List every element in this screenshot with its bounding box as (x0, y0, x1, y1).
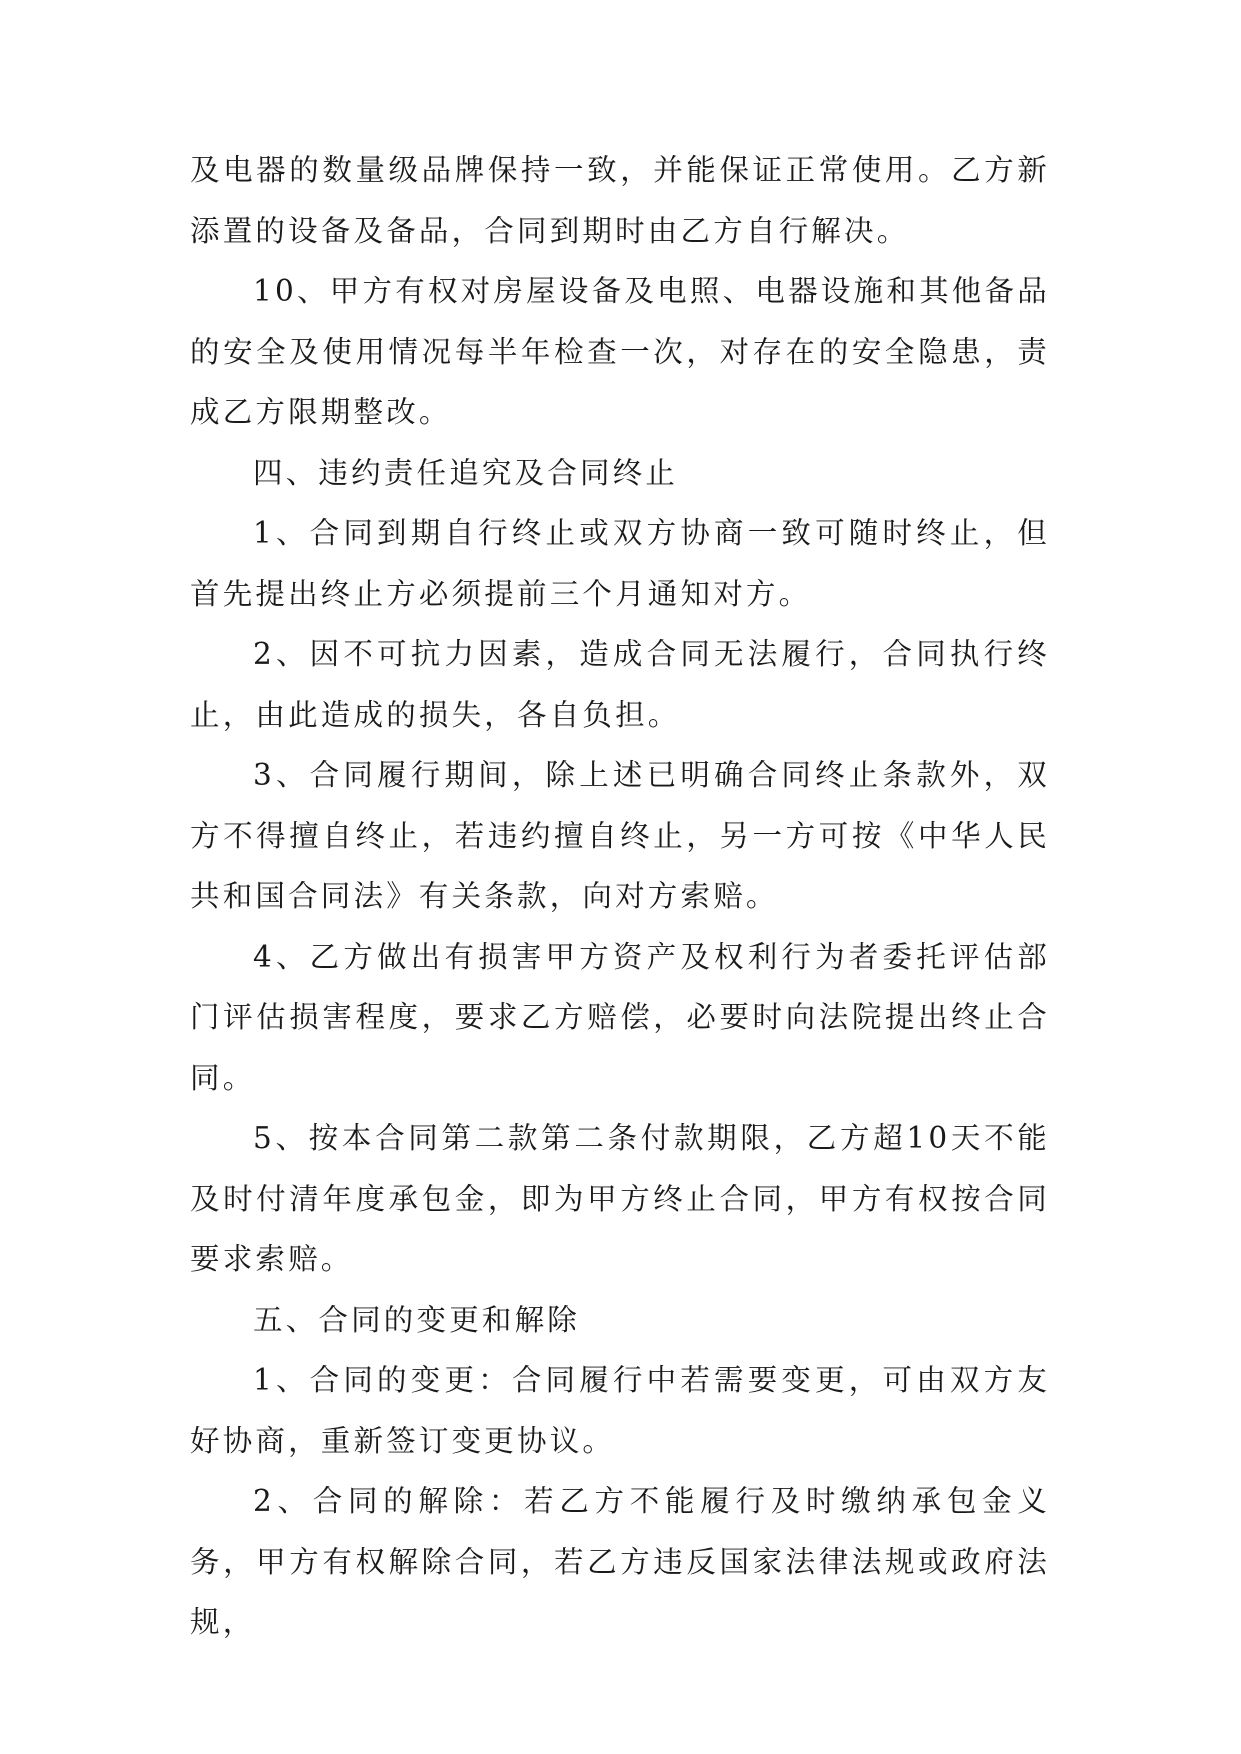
section-heading-breach: 四、违约责任追究及合同终止 (253, 455, 679, 490)
paragraph-change-1: 1、合同的变更：合同履行中若需要变更，可由双方友好协商，重新签订变更协议。 (190, 1363, 1050, 1458)
paragraph-continuation: 及电器的数量级品牌保持一致，并能保证正常使用。乙方新添置的设备及备品，合同到期时由乙方自行解决。 (190, 153, 1050, 248)
paragraph-breach-3: 3、合同履行期间，除上述已明确合同终止条款外，双方不得擅自终止，若违约擅自终止，另一方可按《中华人民共和国合同法》有关条款，向对方索赔。 (190, 758, 1050, 913)
paragraph-clause-10: 10、甲方有权对房屋设备及电照、电器设施和其他备品的安全及使用情况每半年检查一次，对存在的安全隐患，责成乙方限期整改。 (190, 274, 1050, 429)
paragraph-change-2: 2、合同的解除：若乙方不能履行及时缴纳承包金义务，甲方有权解除合同，若乙方违反国家法律法规或政府法规， (190, 1484, 1050, 1639)
paragraph-breach-4: 4、乙方做出有损害甲方资产及权利行为者委托评估部门评估损害程度，要求乙方赔偿，必要时向法院提出终止合同。 (190, 939, 1050, 1095)
paragraph-breach-5: 5、按本合同第二款第二条付款期限，乙方超10天不能及时付清年度承包金，即为甲方终止合同，甲方有权按合同要求索赔。 (190, 1121, 1050, 1276)
section-heading-change: 五、合同的变更和解除 (253, 1302, 581, 1337)
document-page (190, 140, 1050, 1653)
paragraph-breach-1: 1、合同到期自行终止或双方协商一致可随时终止，但首先提出终止方必须提前三个月通知对方。 (190, 516, 1050, 611)
paragraph-breach-2: 2、因不可抗力因素，造成合同无法履行，合同执行终止，由此造成的损失，各自负担。 (190, 637, 1050, 732)
